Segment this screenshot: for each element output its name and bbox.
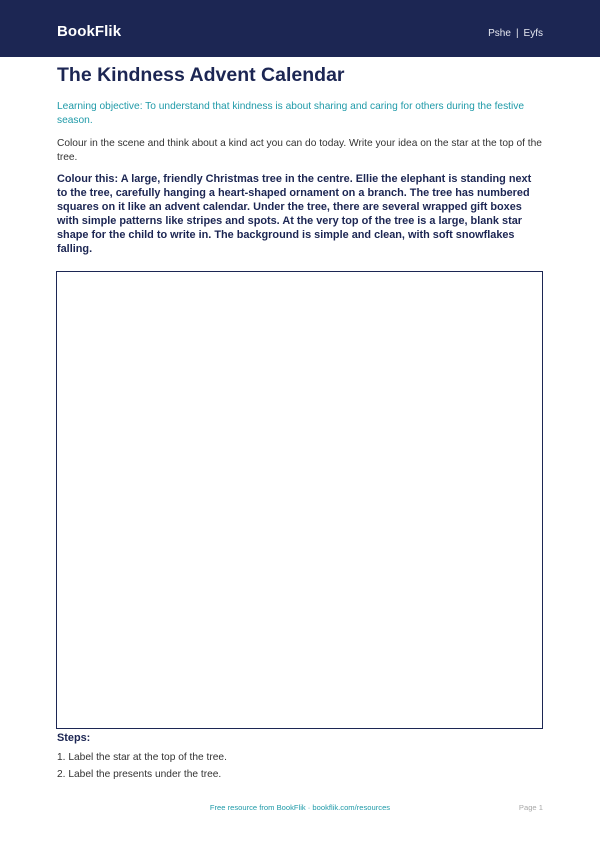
step-item: 1. Label the star at the top of the tree. <box>57 752 227 763</box>
subject-meta <box>488 28 543 39</box>
step-item: 2. Label the presents under the tree. <box>57 769 222 780</box>
level-label: Eyfs <box>523 28 543 39</box>
learning-objective: Learning objective: To understand that kindness is about sharing and caring for others during the festive season. <box>57 101 525 126</box>
colouring-area[interactable] <box>56 271 543 729</box>
footer-resource-link[interactable]: Free resource from BookFlik · bookflik.com/resources <box>209 803 391 812</box>
worksheet-title: The Kindness Advent Calendar <box>57 64 345 86</box>
steps-heading: Steps: <box>57 732 91 744</box>
subject-label: Pshe <box>488 28 511 39</box>
meta-separator: | <box>515 28 519 39</box>
colour-this-description: Colour this: A large, friendly Christmas tree in the centre. Ellie the elephant is standing next to the tree, carefully hanging a heart-shaped ornament on a branch. The tree has numbered squares on it like an advent calendar. Under the tree, there are several wrapped gift boxes with simple patterns like stripes and spots. At the very top of the tree is a large, blank star shape for the child to write in. The background is simple and clean, with soft snowflakes falling. <box>57 173 532 255</box>
steps-list <box>57 751 227 785</box>
brand-logo-text[interactable]: BookFlik <box>57 23 122 40</box>
instructions-text: Colour in the scene and think about a kind act you can do today. Write your idea on the star at the top of the tree. <box>57 138 542 163</box>
header-bar <box>0 0 600 57</box>
page-number: Page 1 <box>518 803 543 812</box>
